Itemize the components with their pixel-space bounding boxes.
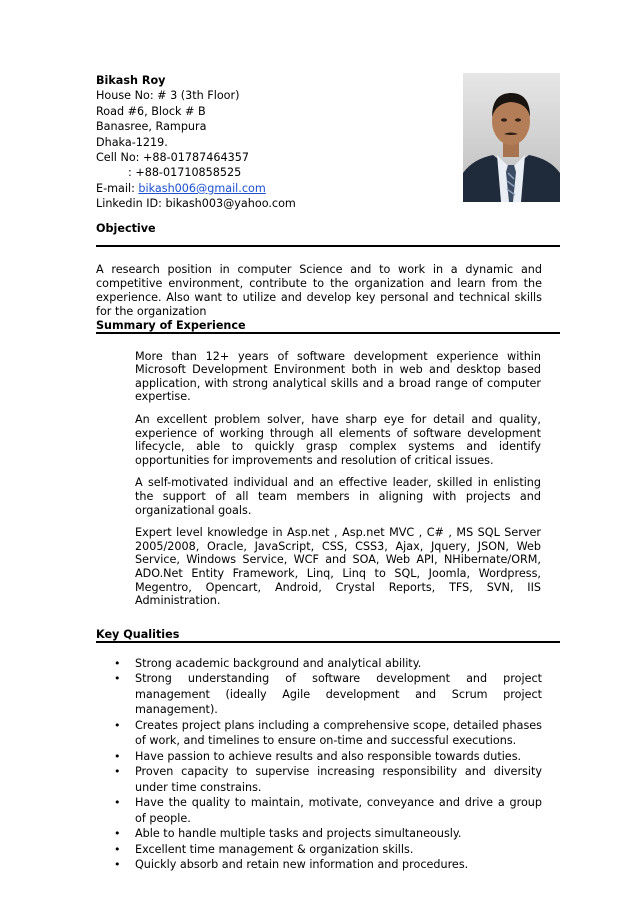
list-item — [96, 764, 542, 795]
resume-document — [96, 73, 560, 873]
email-label: E-mail: — [96, 181, 139, 195]
list-item — [96, 671, 542, 718]
list-item-text: Able to handle multiple tasks and projects simultaneously. — [135, 827, 462, 841]
list-item-text: Quickly absorb and retain new information and procedures. — [135, 858, 469, 872]
bullet-icon: • — [114, 858, 121, 872]
bullet-icon: • — [114, 842, 121, 856]
list-item — [96, 857, 542, 873]
summary-paragraph: An excellent problem solver, have sharp eye for detail and quality, experience of working through all elements of software development lifecycle, able to quickly grasp complex systems and identify opportunities for improvements and resolution of critical issues. — [135, 413, 541, 467]
bullet-icon: • — [114, 765, 121, 779]
contact-block — [96, 73, 560, 212]
cell-number: Cell No: +88-01787464357 — [96, 151, 249, 165]
objective-rule — [96, 245, 560, 247]
objective-text: A research position in computer Science and to work in a dynamic and competitive environment, contribute to the organization and learn from the experience. Also want to utilize and develop key personal and technical skills for the organization — [96, 262, 542, 318]
summary-paragraph: Expert level knowledge in Asp.net , Asp.net MVC , C# , MS SQL Server 2005/2008, Oracle, JavaScript, CSS, CSS3, Ajax, Jquery, JSON, Web Service, Windows Service, WCF and SOA, Web API, NHibernate/ORM, ADO.Net Entity Framework, Linq, Linq to SQL, Joomla, Wordpress, Megentro, Opencart, Android, Crystal Reports, TFS, SVN, IIS Administration. — [135, 526, 541, 608]
address-line-4: Dhaka-1219. — [96, 135, 168, 149]
email-line — [96, 181, 560, 196]
summary-section — [96, 319, 560, 608]
qualities-section — [96, 628, 560, 873]
list-item — [96, 842, 542, 858]
objective-heading: Objective — [96, 221, 156, 235]
list-item-text: Strong understanding of software development and project management (ideally Agile development and Scrum project management). — [135, 672, 542, 717]
address-line-3: Banasree, Rampura — [96, 120, 207, 134]
list-item-text: Proven capacity to supervise increasing responsibility and diversity under time constrains. — [135, 765, 542, 794]
summary-paragraphs — [135, 350, 541, 608]
list-item-text: Creates project plans including a comprehensive scope, detailed phases of work, and timelines to ensure on-time and successful executions. — [135, 718, 542, 748]
list-item — [96, 656, 542, 672]
bullet-icon: • — [114, 656, 121, 670]
qualities-list — [96, 656, 542, 873]
list-item-text: Excellent time management & organization skills. — [135, 842, 414, 856]
list-item — [96, 718, 542, 749]
bullet-icon: • — [114, 718, 121, 732]
bullet-icon: • — [114, 827, 121, 841]
address-line-1: House No: # 3 (3th Floor) — [96, 89, 240, 103]
list-item-text: Have passion to achieve results and also responsible towards duties. — [135, 749, 522, 763]
qualities-heading: Key Qualities — [96, 627, 180, 641]
list-item — [96, 749, 542, 765]
summary-paragraph: More than 12+ years of software development experience within Microsoft Development Environment both in web and desktop based application, with strong analytical skills and a broad range of computer expertise. — [135, 349, 541, 404]
list-item — [96, 826, 542, 842]
objective-section — [96, 222, 560, 319]
bullet-icon: • — [114, 796, 121, 810]
bullet-icon: • — [114, 672, 121, 686]
bullet-icon: • — [114, 749, 121, 763]
list-item-text: Have the quality to maintain, motivate, conveyance and drive a group of people. — [135, 796, 542, 825]
summary-heading: Summary of Experience — [96, 318, 246, 332]
candidate-name: Bikash Roy — [96, 74, 166, 87]
list-item — [96, 795, 542, 826]
address-line-2: Road #6, Block # B — [96, 104, 206, 118]
cell-number-2: : +88-01710858525 — [128, 166, 242, 180]
linkedin-line: Linkedin ID: bikash003@yahoo.com — [96, 197, 296, 211]
email-link[interactable]: bikash006@gmail.com — [138, 181, 266, 195]
list-item-text: Strong academic background and analytical ability. — [135, 656, 422, 670]
summary-paragraph: A self-motivated individual and an effective leader, skilled in enlisting the support of all team members in aligning with projects and organizational goals. — [135, 476, 541, 517]
